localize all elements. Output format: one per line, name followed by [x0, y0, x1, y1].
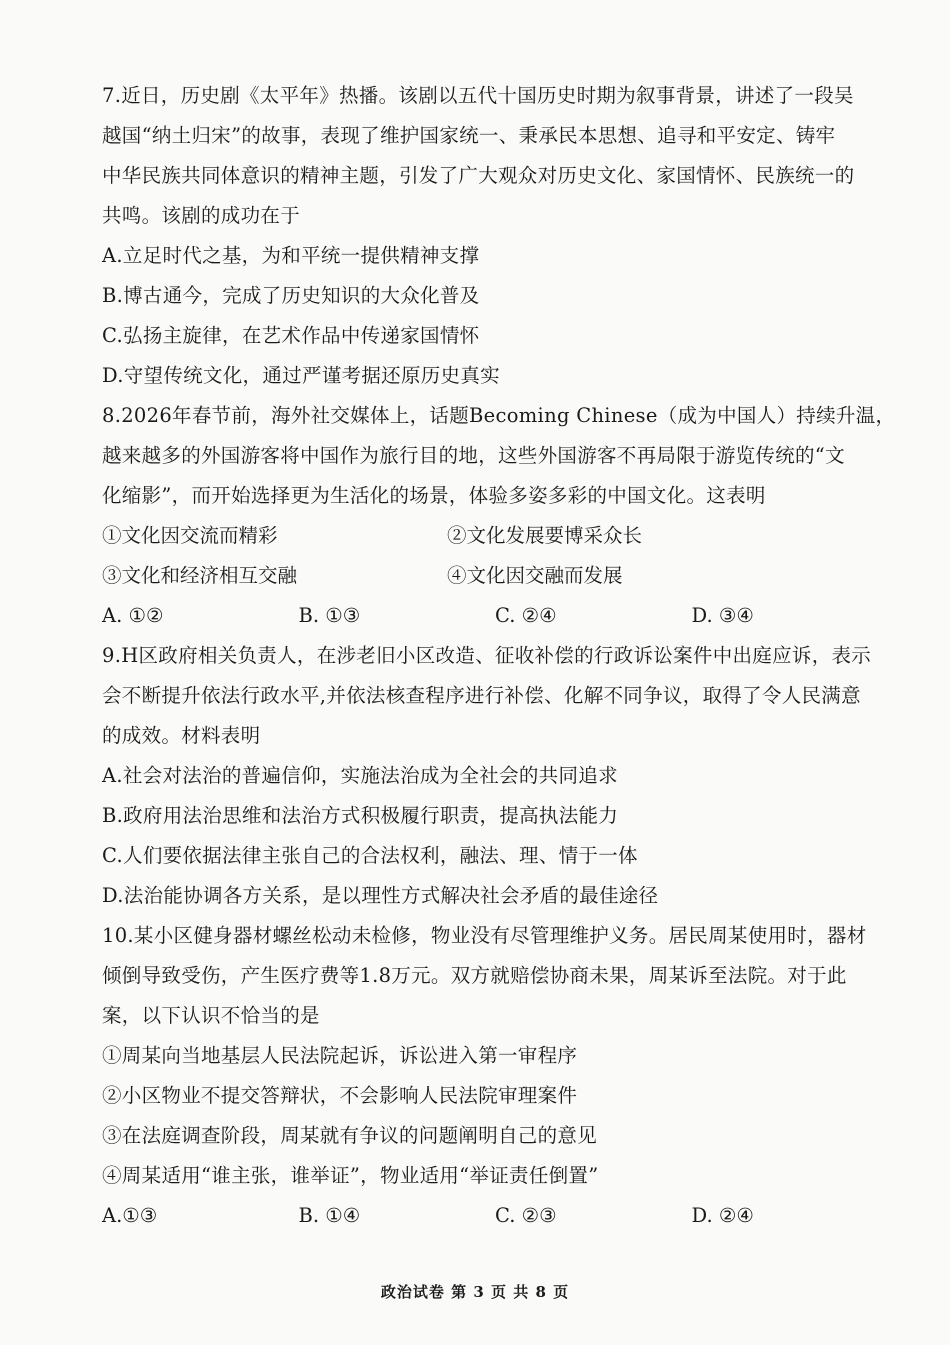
- question-8-item-4: ④文化因交融而发展: [447, 564, 623, 587]
- question-9: [102, 636, 888, 916]
- question-8-stem-line-1: 8.2026年春节前，海外社交媒体上，话题Becoming Chinese（成为中国人）持续升温，: [102, 404, 896, 427]
- question-10-stem-line-3: 案，以下认识不恰当的是: [102, 1004, 320, 1027]
- question-8-choice-c: C. ②④: [495, 604, 557, 627]
- question-9-option-d: D.法治能协调各方关系，是以理性方式解决社会矛盾的最佳途径: [102, 884, 659, 907]
- question-7-option-b: B.博古通今，完成了历史知识的大众化普及: [102, 284, 480, 307]
- question-10-choice-d: D. ②④: [691, 1204, 754, 1227]
- question-8: [102, 396, 896, 636]
- question-7: [102, 76, 888, 396]
- question-7-stem-line-2: 越国“纳土归宋”的故事，表现了维护国家统一、秉承民本思想、追寻和平安定、铸牢: [102, 124, 836, 147]
- question-8-choice-d: D. ③④: [691, 604, 754, 627]
- question-8-stem-line-3: 化缩影”，而开始选择更为生活化的场景，体验多姿多彩的中国文化。这表明: [102, 484, 766, 507]
- question-10-item-4: ④周某适用“谁主张，谁举证”，物业适用“举证责任倒置”: [102, 1164, 599, 1187]
- question-10-choice-c: C. ②③: [495, 1204, 557, 1227]
- question-8-stem-line-2: 越来越多的外国游客将中国作为旅行目的地，这些外国游客不再局限于游览传统的“文: [102, 444, 845, 467]
- question-8-item-2: ②文化发展要博采众长: [447, 524, 643, 547]
- question-7-stem-line-4: 共鸣。该剧的成功在于: [102, 204, 301, 227]
- question-7-option-d: D.守望传统文化，通过严谨考据还原历史真实: [102, 364, 500, 387]
- exam-page: [102, 76, 896, 1236]
- question-10-stem-line-2: 倾倒导致受伤，产生医疗费等1.8万元。双方就赔偿协商未果，周某诉至法院。对于此: [102, 964, 847, 987]
- question-8-items-row-2: [102, 556, 888, 596]
- question-8-items-row-1: [102, 516, 888, 556]
- question-9-stem-line-3: 的成效。材料表明: [102, 724, 261, 747]
- question-10-item-1: ①周某向当地基层人民法院起诉，诉讼进入第一审程序: [102, 1044, 578, 1067]
- question-7-stem-line-3: 中华民族共同体意识的精神主题，引发了广大观众对历史文化、家国情怀、民族统一的: [102, 164, 855, 187]
- question-7-option-c: C.弘扬主旋律，在艺术作品中传递家国情怀: [102, 324, 480, 347]
- question-10-stem-line-1: 10.某小区健身器材螺丝松动未检修，物业没有尽管理维护义务。居民周某使用时，器材: [102, 924, 867, 947]
- question-8-choice-a: A. ①②: [102, 604, 164, 627]
- question-9-stem-line-1: 9.H区政府相关负责人，在涉老旧小区改造、征收补偿的行政诉讼案件中出庭应诉，表示: [102, 644, 872, 667]
- question-10-item-2: ②小区物业不提交答辩状，不会影响人民法院审理案件: [102, 1084, 578, 1107]
- question-8-choices: [102, 596, 888, 636]
- question-10-item-3: ③在法庭调查阶段，周某就有争议的问题阐明自己的意见: [102, 1124, 598, 1147]
- question-9-option-a: A.社会对法治的普遍信仰，实施法治成为全社会的共同追求: [102, 764, 618, 787]
- question-8-choice-b: B. ①③: [298, 604, 361, 627]
- question-10-choice-a: A.①③: [102, 1204, 158, 1227]
- question-8-item-1: ①文化因交流而精彩: [102, 524, 278, 547]
- question-7-stem-line-1: 7.近日，历史剧《太平年》热播。该剧以五代十国历史时期为叙事背景，讲述了一段吴: [102, 84, 854, 107]
- question-10: [102, 916, 888, 1236]
- question-10-choice-b: B. ①④: [298, 1204, 361, 1227]
- question-7-option-a: A.立足时代之基，为和平统一提供精神支撑: [102, 244, 480, 267]
- question-8-item-3: ③文化和经济相互交融: [102, 564, 298, 587]
- question-9-option-c: C.人们要依据法律主张自己的合法权利，融法、理、情于一体: [102, 844, 638, 867]
- question-9-option-b: B.政府用法治思维和法治方式积极履行职责，提高执法能力: [102, 804, 619, 827]
- question-10-choices: [102, 1196, 888, 1236]
- page-footer: 政治试卷 第 3 页 共 8 页: [380, 1283, 570, 1301]
- question-9-stem-line-2: 会不断提升依法行政水平,并依法核查程序进行补偿、化解不同争议，取得了令人民满意: [102, 684, 861, 707]
